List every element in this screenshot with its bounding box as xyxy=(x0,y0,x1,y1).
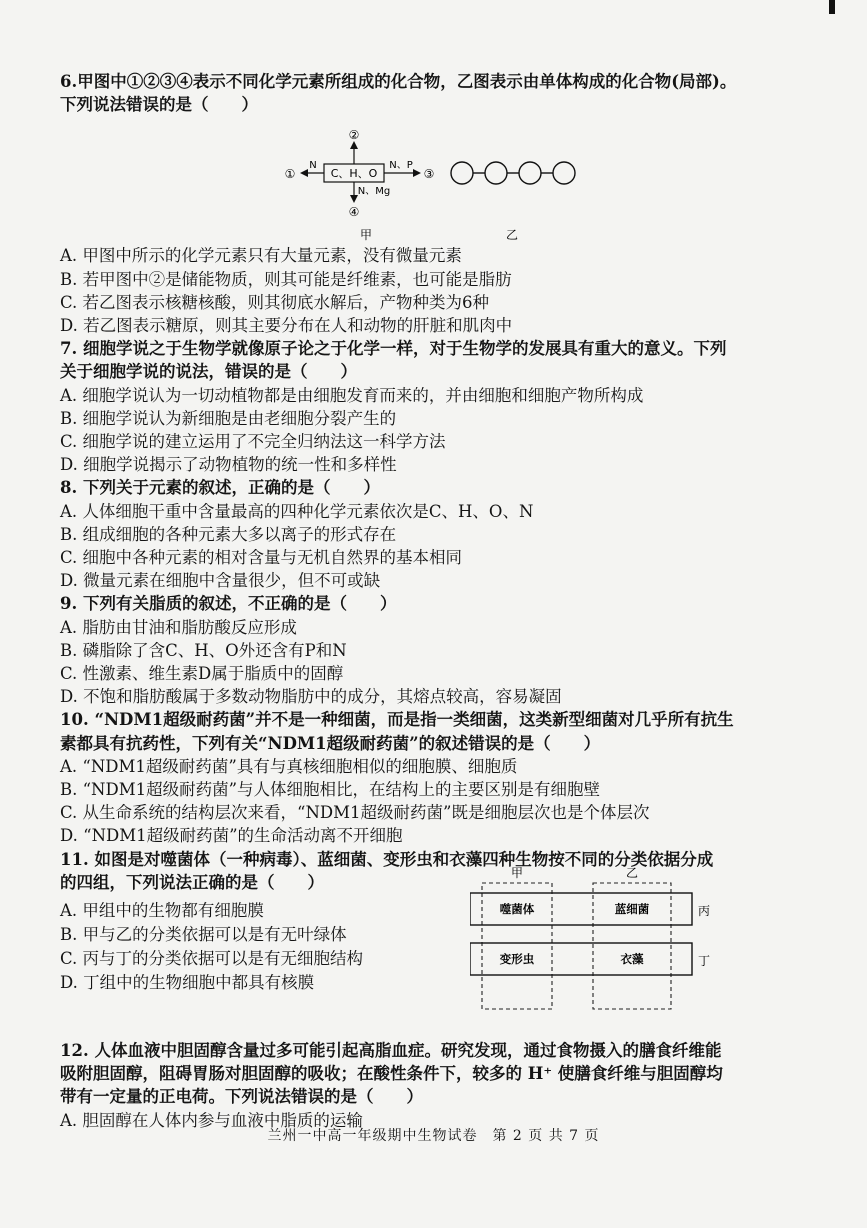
q11-cell-amoeba: 变形虫 xyxy=(499,951,535,966)
q10-option-c: C. 从生命系统的结构层次来看，“NDM1超级耐药菌”既是细胞层次也是个体层次 xyxy=(60,803,650,823)
q11-body xyxy=(60,865,790,1021)
q10-option-b: B. “NDM1超级耐药菌”与人体细胞相比，在结构上的主要区别是有细胞壁 xyxy=(60,780,601,800)
question-7 xyxy=(60,337,790,476)
question-9 xyxy=(60,592,790,708)
exam-page-content xyxy=(60,70,790,1132)
question-6 xyxy=(60,70,790,337)
q6-label-right: N、P xyxy=(389,160,413,172)
q6-arrow-left-head xyxy=(300,169,308,177)
q11-col-jia: 甲 xyxy=(510,865,524,880)
q11-cell-cyanobacteria: 蓝细菌 xyxy=(614,901,650,916)
q6-node-3: ③ xyxy=(423,167,435,182)
q6-figure-svg xyxy=(60,116,790,244)
q12-option-a: A. 胆固醇在人体内参与血液中脂质的运输 xyxy=(60,1110,363,1130)
q11-option-a: A. 甲组中的生物都有细胞膜 xyxy=(60,900,264,920)
question-12 xyxy=(60,1039,790,1132)
q10-option-a: A. “NDM1超级耐药菌”具有与真核细胞相似的细胞膜、细胞质 xyxy=(60,756,518,776)
question-8 xyxy=(60,476,790,592)
q11-option-b: B. 甲与乙的分类依据可以是有无叶绿体 xyxy=(60,924,347,944)
q6-stem-line2: 下列说法错误的是（ ） xyxy=(60,95,258,115)
q11-option-d: D. 丁组中的生物细胞中都具有核膜 xyxy=(60,972,315,992)
q11-cell-phage: 噬菌体 xyxy=(499,901,535,916)
q6-label-bottom: N、Mg xyxy=(357,186,391,198)
q6-option-b: B. 若甲图中②是储能物质，则其可能是纤维素，也可能是脂肪 xyxy=(60,269,512,289)
q6-option-a: A. 甲图中所示的化学元素只有大量元素，没有微量元素 xyxy=(60,246,462,266)
q11-classification-diagram xyxy=(470,865,730,1015)
q6-label-left: N xyxy=(309,160,317,172)
q11-option-c: C. 丙与丁的分类依据可以是有无细胞结构 xyxy=(60,948,364,968)
q6-arrow-right-head xyxy=(413,169,421,177)
q10-option-d: D. “NDM1超级耐药菌”的生命活动离不开细胞 xyxy=(60,826,403,846)
q9-option-b: B. 磷脂除了含C、H、O外还含有P和N xyxy=(60,640,347,660)
q11-col-yi: 乙 xyxy=(625,865,639,880)
q6-arrow-up-head xyxy=(350,141,358,149)
spacer xyxy=(60,1021,790,1039)
q6-monomer-circle xyxy=(451,162,473,184)
q8-option-d: D. 微量元素在细胞中含量很少，但不可或缺 xyxy=(60,571,381,591)
q7-option-d: D. 细胞学说揭示了动物植物的统一性和多样性 xyxy=(60,455,397,475)
q12-stem-line1: 12. 人体血液中胆固醇含量过多可能引起高脂血症。研究发现，通过食物摄入的膳食纤维能 xyxy=(60,1040,722,1060)
q6-stem-line1: 6.甲图中①②③④表示不同化学元素所组成的化合物，乙图表示由单体构成的化合物(局部)。 xyxy=(60,72,737,91)
page-footer: 兰州一中高一年级期中生物试卷 第 2 页 共 7 页 xyxy=(267,1128,600,1144)
q7-stem-line1: 7. 细胞学说之于生物学就像原子论之于化学一样，对于生物学的发展具有重大的意义。下列 xyxy=(60,339,727,359)
q6-option-d: D. 若乙图表示糖原，则其主要分布在人和动物的肝脏和肌肉中 xyxy=(60,316,513,336)
q9-option-d: D. 不饱和脂肪酸属于多数动物脂肪中的成分，其熔点较高，容易凝固 xyxy=(60,687,562,707)
q6-node-1: ① xyxy=(284,167,296,182)
q11-row-ding: 丁 xyxy=(698,953,711,968)
q6-caption-jia: 甲 xyxy=(359,228,373,243)
q6-box-text: C、H、O xyxy=(330,167,378,181)
q6-monomer-circle xyxy=(485,162,507,184)
q10-stem-line1: 10. “NDM1超级耐药菌”并不是一种细菌，而是指一类细菌，这类新型细菌对几乎所有抗生 xyxy=(60,710,734,730)
q6-monomer-chain xyxy=(451,162,575,184)
q11-stem-line2: 的四组，下列说法正确的是（ ） xyxy=(60,872,324,892)
q6-node-2: ② xyxy=(348,128,360,143)
q11-cell-chlamydomonas: 衣藻 xyxy=(620,951,644,966)
q11-options xyxy=(60,899,363,995)
q8-option-b: B. 组成细胞的各种元素大多以离子的形式存在 xyxy=(60,524,397,544)
q9-option-a: A. 脂肪由甘油和脂肪酸反应形成 xyxy=(60,617,297,637)
corner-mark xyxy=(829,0,835,14)
question-11 xyxy=(60,848,790,1021)
q6-monomer-circle xyxy=(553,162,575,184)
q7-stem-line2: 关于细胞学说的说法，错误的是（ ） xyxy=(60,362,357,382)
question-10 xyxy=(60,708,790,847)
q6-option-c: C. 若乙图表示核糖核酸，则其彻底水解后，产物种类为6种 xyxy=(60,292,490,312)
q9-option-c: C. 性激素、维生素D属于脂质中的固醇 xyxy=(60,664,344,684)
q8-option-a: A. 人体细胞干重中含量最高的四种化学元素依次是C、H、O、N xyxy=(60,501,534,521)
q6-node-4: ④ xyxy=(348,205,360,220)
q11-row-bing: 丙 xyxy=(698,903,711,918)
q9-stem-line1: 9. 下列有关脂质的叙述，不正确的是（ ） xyxy=(60,594,397,614)
q7-option-a: A. 细胞学说认为一切动植物都是由细胞发育而来的，并由细胞和细胞产物所构成 xyxy=(60,385,644,405)
q6-monomer-circle xyxy=(519,162,541,184)
q10-stem-line2: 素都具有抗药性，下列有关“NDM1超级耐药菌”的叙述错误的是（ ） xyxy=(60,733,601,753)
q7-option-c: C. 细胞学说的建立运用了不完全归纳法这一科学方法 xyxy=(60,432,446,452)
q8-stem-line1: 8. 下列关于元素的叙述，正确的是（ ） xyxy=(60,478,380,498)
q11-stem-line1: 11. 如图是对噬菌体（一种病毒）、蓝细菌、变形虫和衣藻四种生物按不同的分类依据分成 xyxy=(60,849,714,869)
q6-figure xyxy=(60,116,790,244)
q8-option-c: C. 细胞中各种元素的相对含量与无机自然界的基本相同 xyxy=(60,548,463,568)
q12-stem-line2: 吸附胆固醇，阻碍胃肠对胆固醇的吸收；在酸性条件下，较多的 H⁺ 使膳食纤维与胆固醇均 xyxy=(60,1064,723,1084)
q12-stem-line3: 带有一定量的正电荷。下列说法错误的是（ ） xyxy=(60,1087,423,1107)
q7-option-b: B. 细胞学说认为新细胞是由老细胞分裂产生的 xyxy=(60,408,397,428)
q6-caption-yi: 乙 xyxy=(505,228,519,243)
